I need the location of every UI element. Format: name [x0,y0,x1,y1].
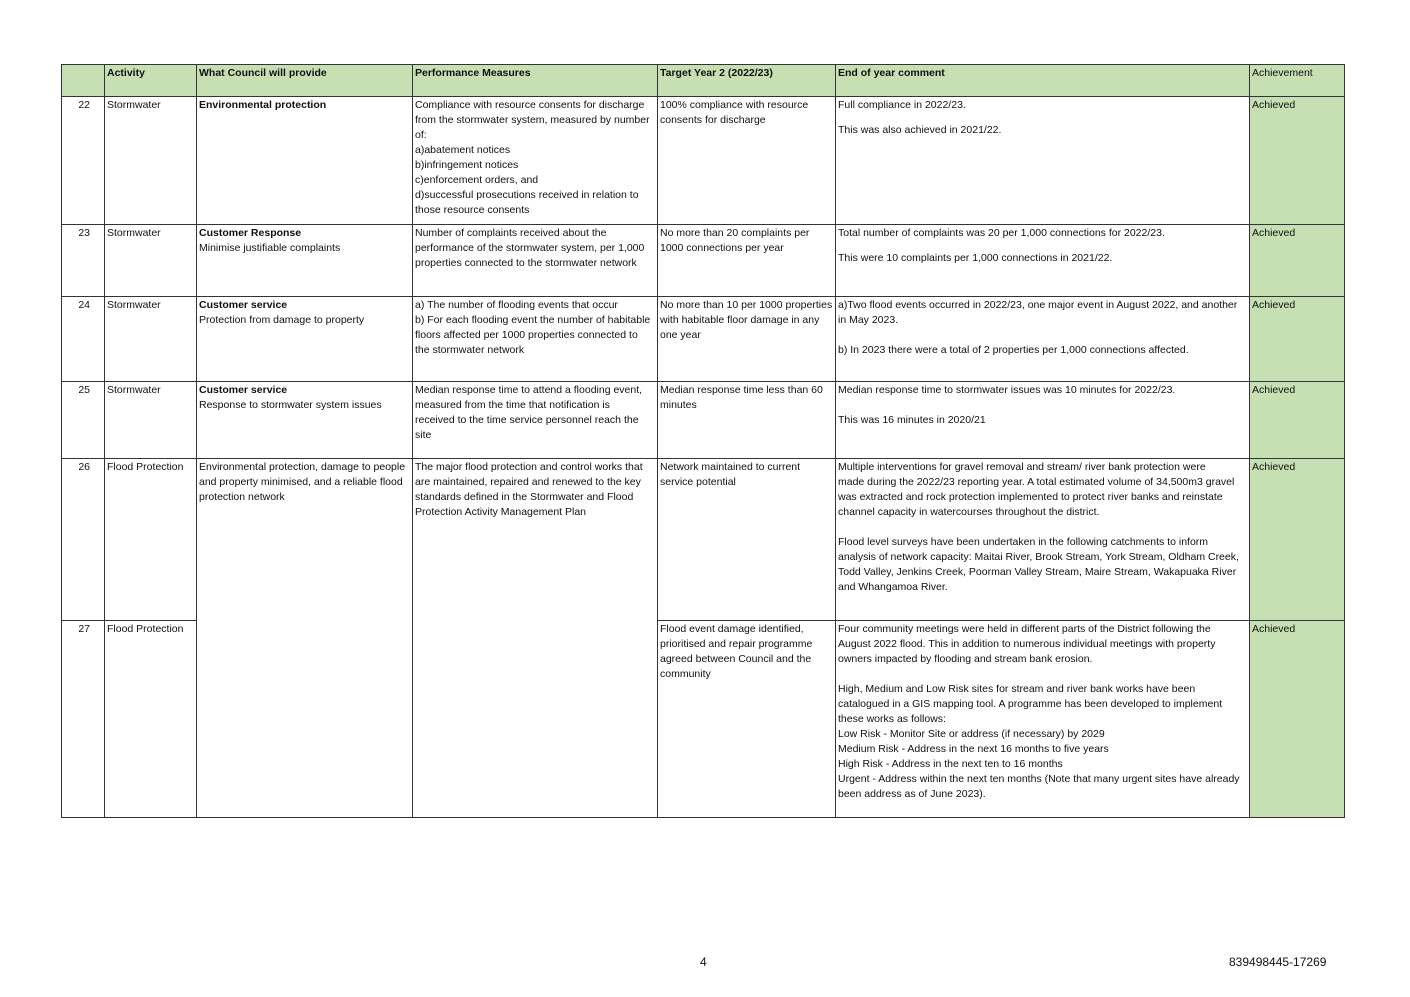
performance-table [61,64,1345,818]
measure-line: Protection Activity Management Plan [415,506,587,518]
measure-line: properties connected to the stormwater network [415,257,637,269]
row-number: 26 [62,459,105,621]
provide-text: Response to stormwater system issues [199,399,382,411]
provide-line: Environmental protection, damage to people [199,461,406,473]
activity-cell: Flood Protection [105,459,197,621]
header-activity: Activity [105,65,197,97]
achievement-cell: Achieved [1250,382,1345,459]
measures-cell [413,459,658,621]
measure-line: standards defined in the Stormwater and Flood [415,491,634,503]
target-line: No more than 10 per 1000 properties [660,299,833,311]
measures-cell [413,297,658,382]
measure-line: site [415,429,432,441]
provide-cell [197,297,413,382]
target-line: 1000 connections per year [660,242,784,254]
comment-line: Median response time to stormwater issues was 10 minutes for 2022/23. [838,384,1176,396]
comment-line: Flood level surveys have been undertaken in the following catchments to inform [838,536,1209,548]
provide-line: and property minimised, and a reliable flood [199,476,403,488]
comment-line: This was also achieved in 2021/22. [838,124,1002,136]
achievement-cell: Achieved [1250,297,1345,382]
comment-line: Full compliance in 2022/23. [838,99,966,111]
measure-line: performance of the stormwater system, per 1,000 [415,242,645,254]
measure-line: floors affected per 1000 properties connected to [415,329,638,341]
table-row [62,459,1345,621]
target-line: agreed between Council and the [660,653,812,665]
measure-line: measured from the time that notification is [415,399,610,411]
measures-cell-continued [413,621,658,818]
document-id: 839498445-17269 [1229,955,1327,969]
measure-line: The major flood protection and control works that [415,461,643,473]
measure-line: d)successful prosecutions received in relation to [415,189,639,201]
comment-line: a)Two flood events occurred in 2022/23, one major event in August 2022, and another [838,299,1238,311]
comment-line: and Whangamoa River. [838,581,948,593]
target-cell [658,297,836,382]
comment-line: This was 16 minutes in 2020/21 [838,414,986,426]
target-cell [658,97,836,225]
provide-text: Protection from damage to property [199,314,365,326]
measure-line: are maintained, repaired and renewed to the key [415,476,641,488]
table-row [62,225,1345,297]
comment-line: these works as follows: [838,713,946,725]
header-number [62,65,105,97]
measure-line: b)infringement notices [415,159,519,171]
comment-cell [836,459,1250,621]
target-line: 100% compliance with resource [660,99,809,111]
measure-line: from the stormwater system, measured by number [415,114,650,126]
comment-line: High Risk - Address in the next ten to 16 months [838,758,1063,770]
target-line: No more than 20 complaints per [660,227,810,239]
comment-line: in May 2023. [838,314,899,326]
provide-title: Customer service [199,299,288,311]
row-number: 23 [62,225,105,297]
measure-line: Median response time to attend a flooding event, [415,384,643,396]
measure-line: those resource consents [415,204,530,216]
achievement-cell: Achieved [1250,225,1345,297]
target-line: Flood event damage identified, [660,623,804,635]
target-line: consents for discharge [660,114,766,126]
provide-title: Customer service [199,384,288,396]
table-row [62,97,1345,225]
comment-line: Total number of complaints was 20 per 1,000 connections for 2022/23. [838,227,1165,239]
table-row [62,297,1345,382]
provide-text: Minimise justifiable complaints [199,242,341,254]
comment-line: Low Risk - Monitor Site or address (if necessary) by 2029 [838,728,1105,740]
target-line: one year [660,329,701,341]
comment-line: channel capacity in watercourses throughout the district. [838,506,1100,518]
measure-line: a)abatement notices [415,144,511,156]
measure-line: Number of complaints received about the [415,227,607,239]
target-line: minutes [660,399,697,411]
header-what-council-will-provide: What Council will provide [197,65,413,97]
measures-cell [413,382,658,459]
comment-line: Urgent - Address within the next ten months (Note that many urgent sites have already [838,773,1240,785]
comment-line: Medium Risk - Address in the next 16 months to five years [838,743,1109,755]
target-cell [658,621,836,818]
comment-line: High, Medium and Low Risk sites for stream and river bank works have been [838,683,1196,695]
achievement-cell: Achieved [1250,97,1345,225]
row-number: 27 [62,621,105,818]
comment-cell [836,621,1250,818]
achievement-cell: Achieved [1250,621,1345,818]
provide-line: protection network [199,491,285,503]
target-cell [658,225,836,297]
comment-line: was extracted and rock protection implemented to protect river banks and reinstate [838,491,1223,503]
achievement-cell: Achieved [1250,459,1345,621]
provide-cell [197,459,413,621]
measure-line: the stormwater network [415,344,525,356]
target-line: Median response time less than 60 [660,384,823,396]
comment-cell [836,97,1250,225]
comment-cell [836,297,1250,382]
header-end-of-year-comment: End of year comment [836,65,1250,97]
activity-cell: Stormwater [105,382,197,459]
comment-line: b) In 2023 there were a total of 2 properties per 1,000 connections affected. [838,344,1189,356]
provide-cell [197,382,413,459]
measures-cell [413,225,658,297]
table-row [62,382,1345,459]
activity-cell: Stormwater [105,225,197,297]
activity-cell: Flood Protection [105,621,197,818]
measure-line: of: [415,129,427,141]
comment-line: This were 10 complaints per 1,000 connections in 2021/22. [838,252,1113,264]
comment-line: analysis of network capacity: Maitai River, Brook Stream, York Stream, Oldham Creek, [838,551,1239,563]
activity-cell: Stormwater [105,97,197,225]
target-line: Network maintained to current [660,461,801,473]
target-line: with habitable floor damage in any [660,314,820,326]
comment-line: Todd Valley, Jenkins Creek, Poorman Valley Stream, Maire Stream, Wakapuaka River [838,566,1237,578]
comment-line: catalogued in a GIS mapping tool. A programme has been developed to implement [838,698,1223,710]
comment-cell [836,225,1250,297]
comment-cell [836,382,1250,459]
comment-line: owners impacted by flooding and stream bank erosion. [838,653,1093,665]
measure-line: a) The number of flooding events that occur [415,299,618,311]
provide-title: Customer Response [199,227,302,239]
comment-line: August 2022 flood. This in addition to numerous individual meetings with property [838,638,1216,650]
header-row [62,65,1345,97]
header-achievement: Achievement [1250,65,1345,97]
measures-cell [413,97,658,225]
target-line: community [660,668,711,680]
measure-line: b) For each flooding event the number of habitable [415,314,651,326]
measure-line: received to the time service personnel reach the [415,414,639,426]
comment-line: Four community meetings were held in different parts of the District following the [838,623,1211,635]
measure-line: c)enforcement orders, and [415,174,539,186]
table-row [62,621,1345,818]
comment-line: been address as of June 2023). [838,788,986,800]
provide-cell-continued [197,621,413,818]
provide-cell [197,97,413,225]
target-cell [658,382,836,459]
row-number: 24 [62,297,105,382]
provide-cell [197,225,413,297]
target-cell [658,459,836,621]
row-number: 22 [62,97,105,225]
header-performance-measures: Performance Measures [413,65,658,97]
header-target-year-2: Target Year 2 (2022/23) [658,65,836,97]
provide-title: Environmental protection [199,99,327,111]
comment-line: made during the 2022/23 reporting year. A total estimated volume of 34,500m3 gravel [838,476,1235,488]
page-number: 4 [700,955,707,969]
target-line: service potential [660,476,736,488]
comment-line: Multiple interventions for gravel removal and stream/ river bank protection were [838,461,1206,473]
target-line: prioritised and repair programme [660,638,813,650]
row-number: 25 [62,382,105,459]
measure-line: Compliance with resource consents for discharge [415,99,645,111]
activity-cell: Stormwater [105,297,197,382]
